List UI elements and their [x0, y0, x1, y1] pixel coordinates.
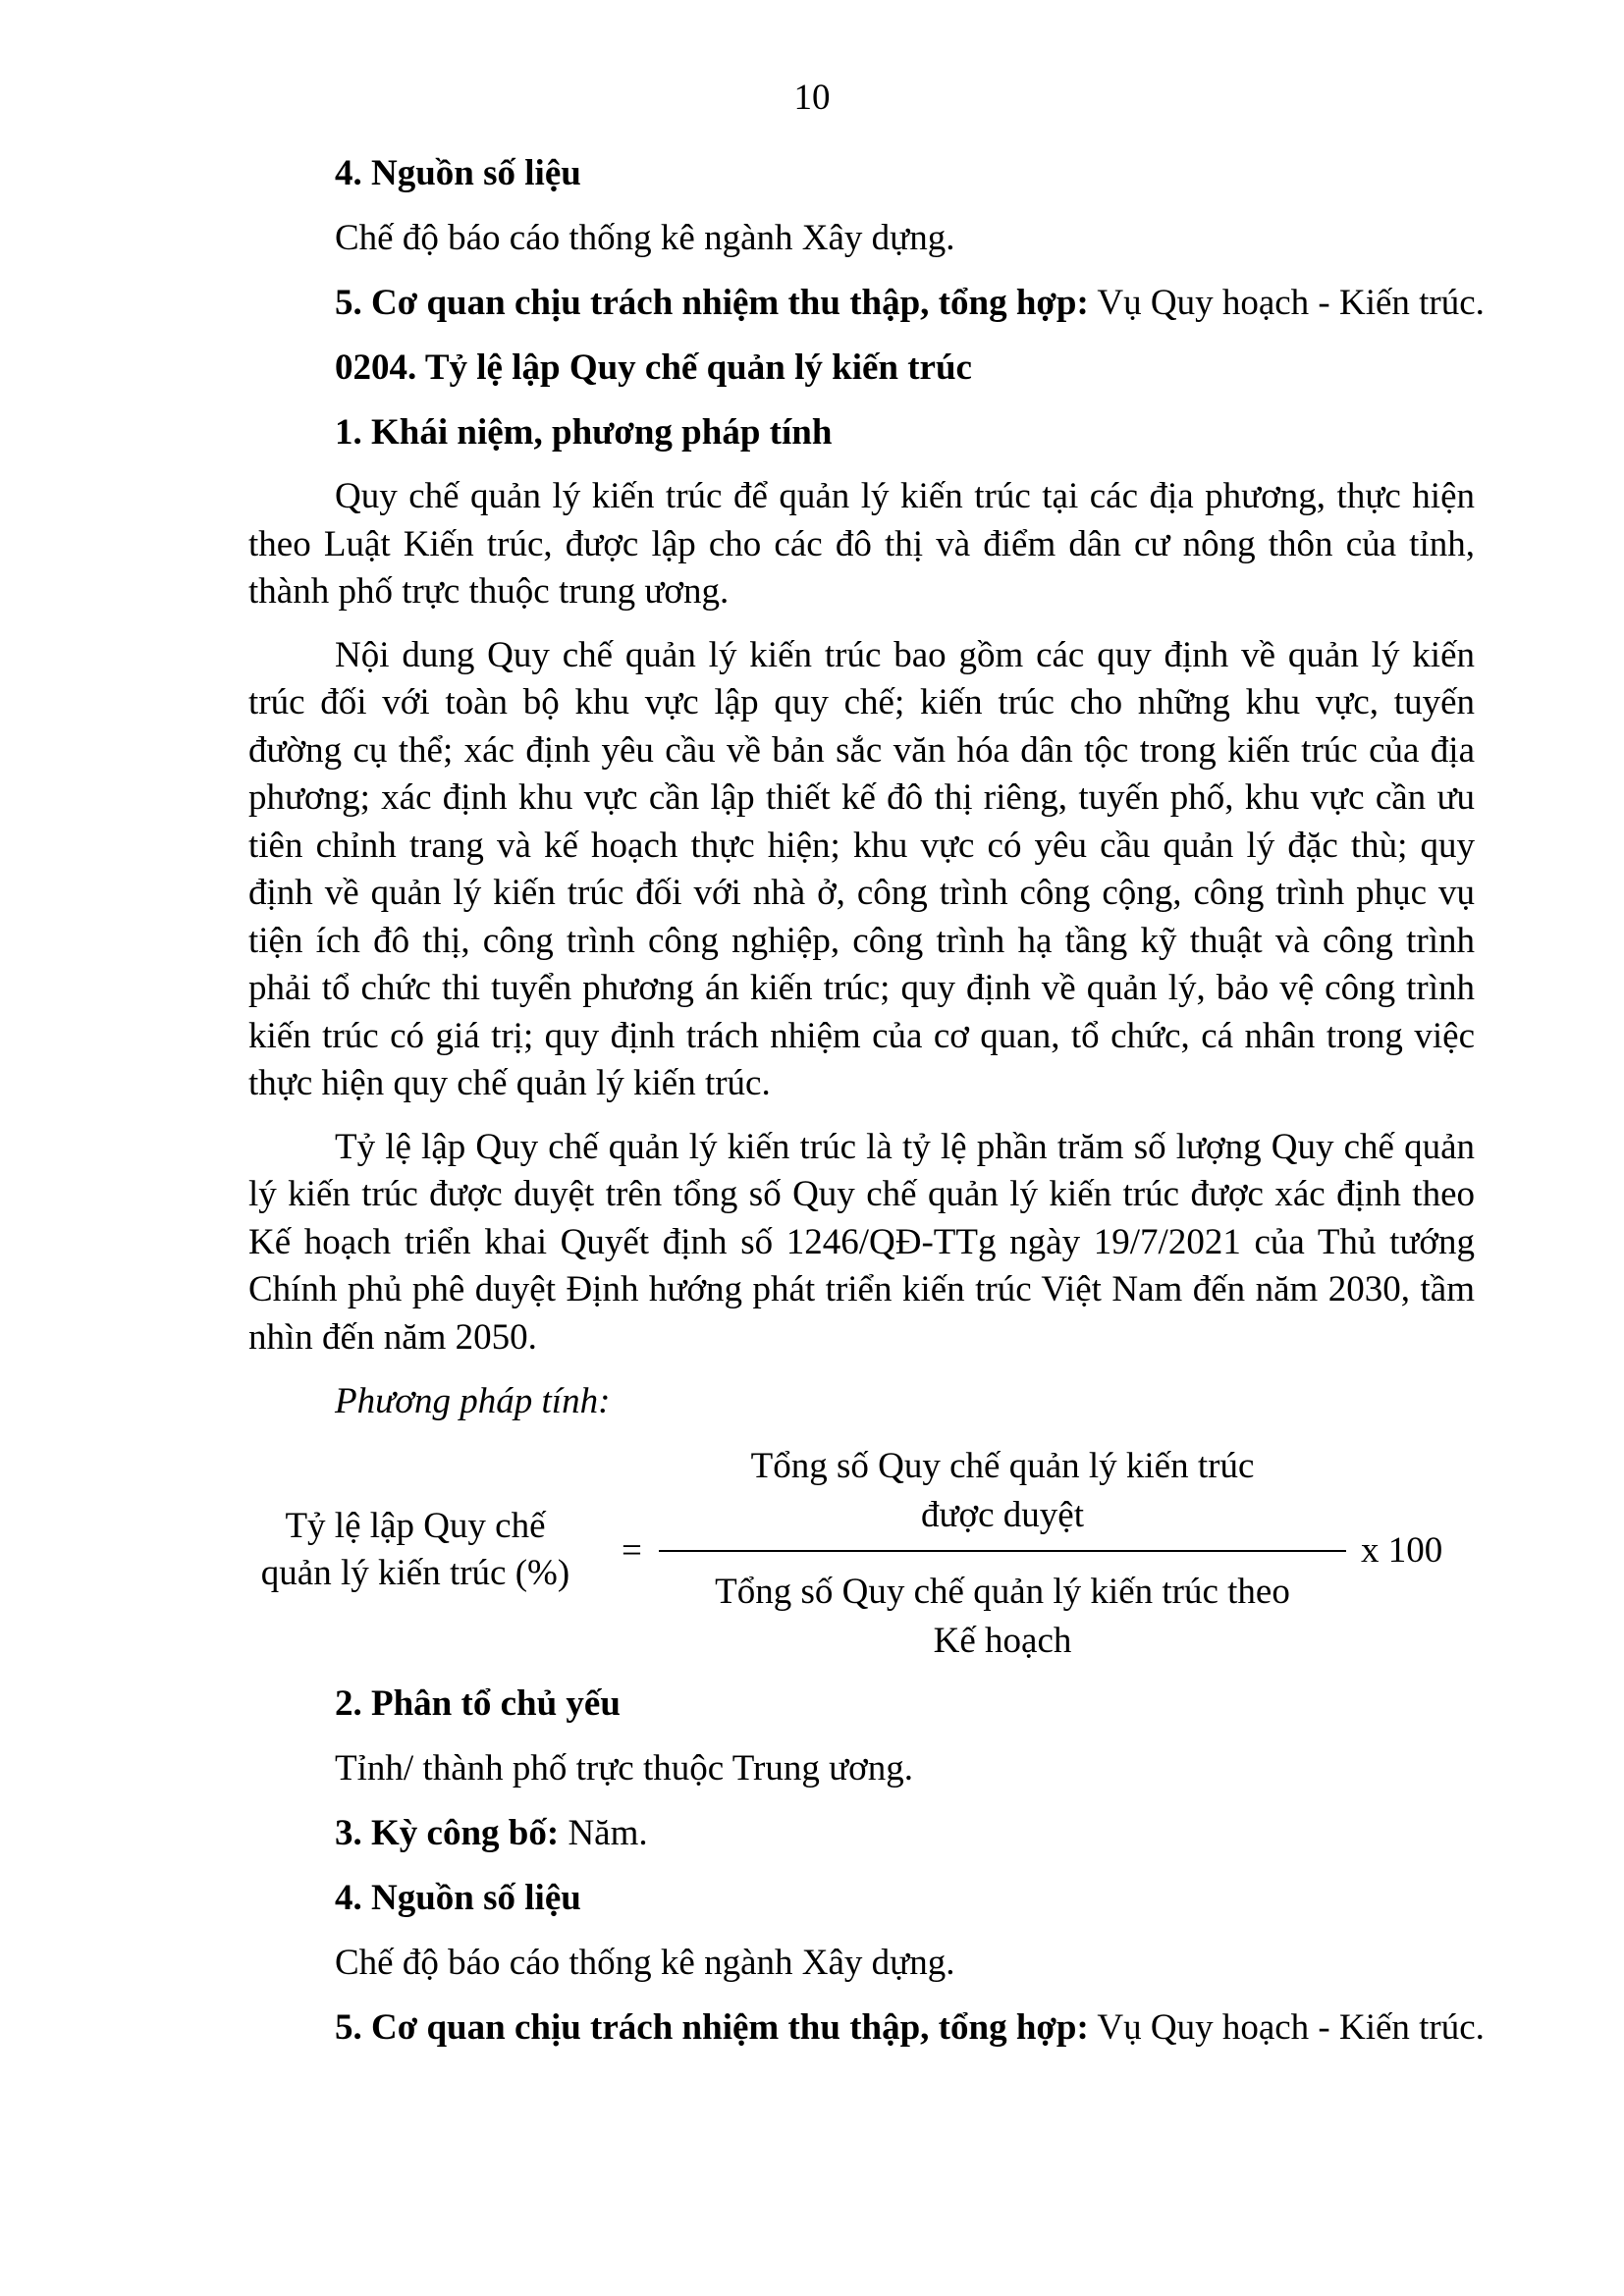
section-5-line — [248, 279, 1485, 328]
section-5b-label: 5. Cơ quan chịu trách nhiệm thu thập, tổng hợp: — [335, 2007, 1089, 2048]
section-5-label: 5. Cơ quan chịu trách nhiệm thu thập, tổng hợp: — [335, 283, 1089, 323]
document-body — [248, 149, 1485, 2068]
indicator-title: 0204. Tỷ lệ lập Quy chế quản lý kiến trúc — [335, 347, 972, 388]
method-label: Phương pháp tính: — [335, 1381, 611, 1421]
formula-denominator — [659, 1568, 1346, 1666]
section-1-heading: 1. Khái niệm, phương pháp tính — [335, 412, 833, 453]
formula-lhs-line2: quản lý kiến trúc (%) — [260, 1553, 570, 1593]
section-3-value: Năm. — [559, 1813, 648, 1853]
formula-denominator-line1: Tổng số Quy chế quản lý kiến trúc theo — [715, 1572, 1290, 1612]
section-3-line — [248, 1809, 1475, 1858]
section-4b-text: Chế độ báo cáo thống kê ngành Xây dựng. — [335, 1943, 955, 1983]
formula-lhs — [248, 1503, 582, 1597]
paragraph-ratio: Tỷ lệ lập Quy chế quản lý kiến trúc là tỷ lệ phần trăm số lượng Quy chế quản lý kiến trúc được duyệt trên tổng số Quy chế quản lý kiến trúc được xác định theo Kế hoạch triển khai Quyết định số 1246/QĐ-TTg ngày 19/7/2021 của Thủ tướng Chính phủ phê duyệt Định hướng phát triển kiến trúc Việt Nam đến năm 2030, tầm nhìn đến năm 2050. — [248, 1126, 1475, 1358]
formula-denominator-line2: Kế hoạch — [933, 1621, 1072, 1661]
formula-lhs-line1: Tỷ lệ lập Quy chế — [285, 1506, 546, 1546]
section-4-text: Chế độ báo cáo thống kê ngành Xây dựng. — [335, 218, 955, 258]
paragraph-definition: Quy chế quản lý kiến trúc để quản lý kiến trúc tại các địa phương, thực hiện theo Luật Kiến trúc, được lập cho các đô thị và điểm dân cư nông thôn của tỉnh, thành phố trực thuộc trung ương. — [248, 476, 1475, 612]
fraction-bar — [659, 1550, 1346, 1552]
section-3-label: 3. Kỳ công bố: — [335, 1813, 560, 1853]
formula-multiplier: x 100 — [1361, 1530, 1443, 1571]
formula — [248, 1442, 1475, 1670]
formula-numerator-line1: Tổng số Quy chế quản lý kiến trúc — [750, 1446, 1255, 1486]
section-5b-value: Vụ Quy hoạch - Kiến trúc. — [1088, 2007, 1485, 2048]
section-5-value: Vụ Quy hoạch - Kiến trúc. — [1088, 283, 1485, 323]
section-2-text: Tỉnh/ thành phố trực thuộc Trung ương. — [335, 1748, 913, 1789]
section-2-heading: 2. Phân tổ chủ yếu — [335, 1683, 621, 1724]
formula-numerator — [659, 1442, 1346, 1540]
section-4b-heading: 4. Nguồn số liệu — [335, 1878, 581, 1918]
page-number: 10 — [793, 78, 831, 118]
section-5b-line — [248, 2003, 1485, 2053]
formula-numerator-line2: được duyệt — [921, 1495, 1084, 1535]
section-4-heading: 4. Nguồn số liệu — [335, 153, 581, 193]
formula-equals: = — [622, 1530, 642, 1571]
paragraph-content: Nội dung Quy chế quản lý kiến trúc bao gồm các quy định về quản lý kiến trúc đối với toàn bộ khu vực lập quy chế; kiến trúc cho những khu vực, tuyến đường cụ thể; xác định yêu cầu về bản sắc văn hóa dân tộc trong kiến trúc của địa phương; xác định khu vực cần lập thiết kế đô thị riêng, tuyến phố, khu vực cần ưu tiên chỉnh trang và kế hoạch thực hiện; khu vực có yêu cầu quản lý đặc thù; quy định về quản lý kiến trúc đối với nhà ở, công trình công cộng, công trình phục vụ tiện ích đô thị, công trình công nghiệp, công trình hạ tầng kỹ thuật và công trình phải tổ chức thi tuyển phương án kiến trúc; quy định về quản lý, bảo vệ công trình kiến trúc có giá trị; quy định trách nhiệm của cơ quan, tổ chức, cá nhân trong việc thực hiện quy chế quản lý kiến trúc. — [248, 634, 1475, 1103]
